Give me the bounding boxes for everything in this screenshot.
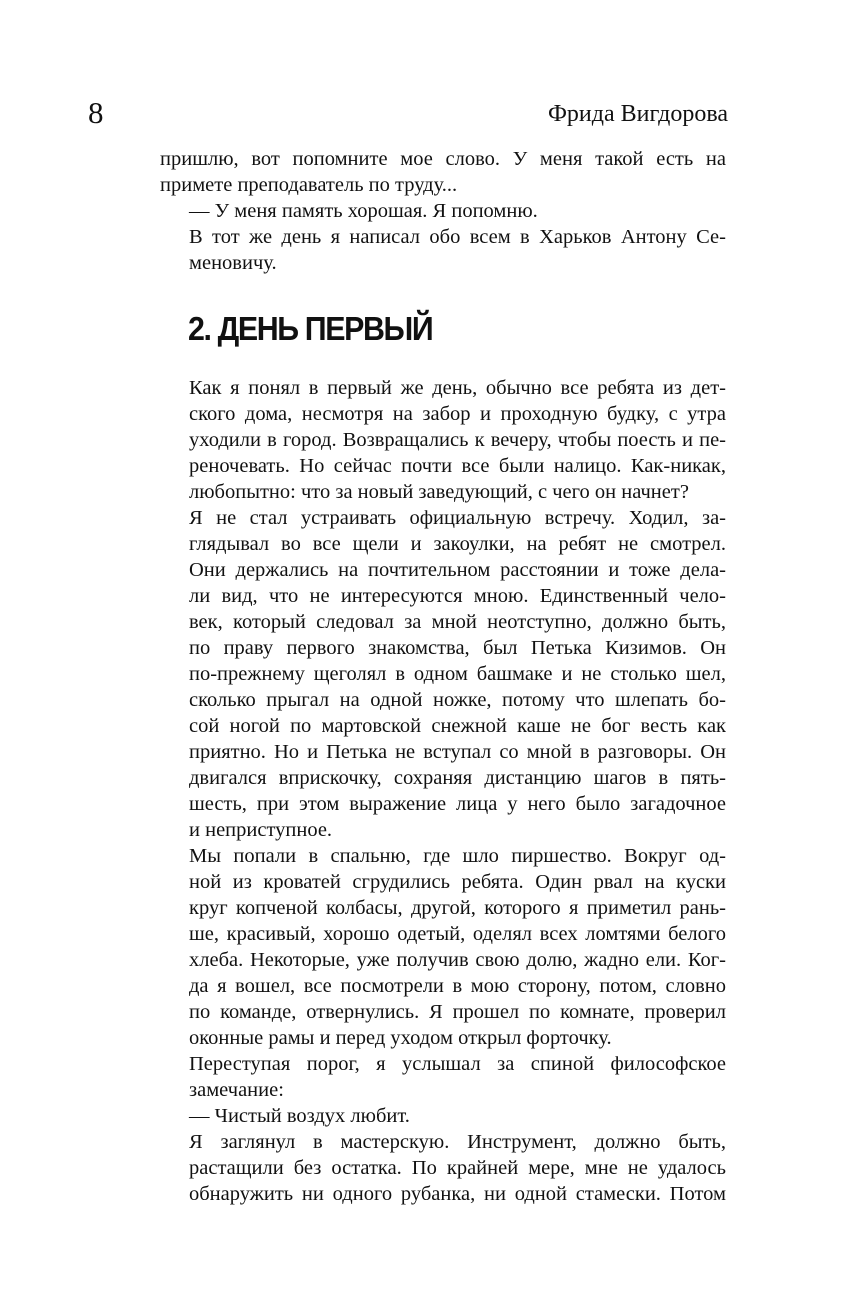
- text-line: обнаружить ни одного рубанка, ни одной стамески. Потом: [189, 1183, 726, 1205]
- text-line: любопытно: что за новый заведующий, с чего он начнет?: [189, 481, 689, 503]
- text-line: уходили в город. Возвращались к вечеру, чтобы поесть и пе-: [189, 429, 726, 451]
- text-line: Я заглянул в мастерскую. Инструмент, должно быть,: [189, 1131, 726, 1153]
- text-line: ли вид, что не интересуются мною. Единственный чело-: [189, 585, 726, 607]
- text-line: меновичу.: [189, 252, 277, 274]
- text-line: Как я понял в первый же день, обычно все ребята из дет-: [189, 377, 726, 399]
- paragraph: [160, 1103, 726, 1129]
- text-line: по-прежнему щеголял в одном башмаке и не столько шел,: [189, 663, 726, 685]
- text-line: двигался вприскочку, сохраняя дистанцию шагов в пять-: [189, 767, 726, 789]
- paragraph: [160, 146, 726, 198]
- paragraph: [160, 1051, 726, 1103]
- text-line: В тот же день я написал обо всем в Харьков Антону Се-: [189, 226, 726, 248]
- text-line: век, который следовал за мной неотступно, должно быть,: [189, 611, 726, 633]
- text-line: по команде, отвернулись. Я прошел по комнате, проверил: [189, 1001, 726, 1023]
- text-line: хлеба. Некоторые, уже получив свою долю, жадно ели. Ког-: [189, 949, 726, 971]
- text-line: оконные рамы и перед уходом открыл форточку.: [189, 1027, 612, 1049]
- text-line: Они держались на почтительном расстоянии и тоже дела-: [189, 559, 726, 581]
- text-line: шесть, при этом выражение лица у него было загадочное: [189, 793, 726, 815]
- main-text-block: [160, 375, 726, 1207]
- text-line: — У меня память хорошая. Я попомню.: [189, 200, 538, 222]
- text-line: пришлю, вот попомните мое слово. У меня такой есть на: [160, 148, 726, 170]
- top-text-block: [160, 146, 726, 276]
- text-line: реночевать. Но сейчас почти все были налицо. Как-никак,: [189, 455, 726, 477]
- text-line: глядывал во все щели и закоулки, на ребят не смотрел.: [189, 533, 726, 555]
- running-head: Фрида Вигдорова: [547, 101, 728, 127]
- text-line: Мы попали в спальню, где шло пиршество. Вокруг од-: [189, 845, 726, 867]
- paragraph: [160, 224, 726, 276]
- text-line: примете преподаватель по труду...: [160, 174, 458, 196]
- text-line: замечание:: [189, 1079, 284, 1101]
- paragraph: [160, 375, 726, 505]
- text-line: растащили без остатка. По крайней мере, мне не удалось: [189, 1157, 726, 1179]
- paragraph: [160, 198, 726, 224]
- text-line: приятно. Но и Петька не вступал со мной в разговоры. Он: [189, 741, 726, 763]
- text-line: по праву первого знакомства, был Петька Кизимов. Он: [189, 637, 726, 659]
- text-line: сой ногой по мартовской снежной каше не бог весть как: [189, 715, 726, 737]
- text-line: ше, красивый, хорошо одетый, оделял всех ломтями белого: [189, 923, 726, 945]
- text-line: сколько прыгал на одной ножке, потому что шлепать бо-: [189, 689, 726, 711]
- text-line: — Чистый воздух любит.: [189, 1105, 410, 1127]
- text-line: Переступая порог, я услышал за спиной философское: [189, 1053, 726, 1075]
- text-line: ной из кроватей сгрудились ребята. Один рвал на куски: [189, 871, 726, 893]
- text-line: и неприступное.: [189, 819, 333, 841]
- paragraph: [160, 505, 726, 843]
- paragraph: [160, 843, 726, 1051]
- chapter-heading: 2. ДЕНЬ ПЕРВЫЙ: [188, 310, 433, 347]
- page-number: 8: [88, 95, 104, 130]
- text-line: Я не стал устраивать официальную встречу. Ходил, за-: [189, 507, 726, 529]
- text-line: круг копченой колбасы, другой, которого я приметил рань-: [189, 897, 726, 919]
- paragraph: [160, 1129, 726, 1207]
- text-line: ского дома, несмотря на забор и проходную будку, с утра: [189, 403, 726, 425]
- text-line: да я вошел, все посмотрели в мою сторону, потом, словно: [189, 975, 726, 997]
